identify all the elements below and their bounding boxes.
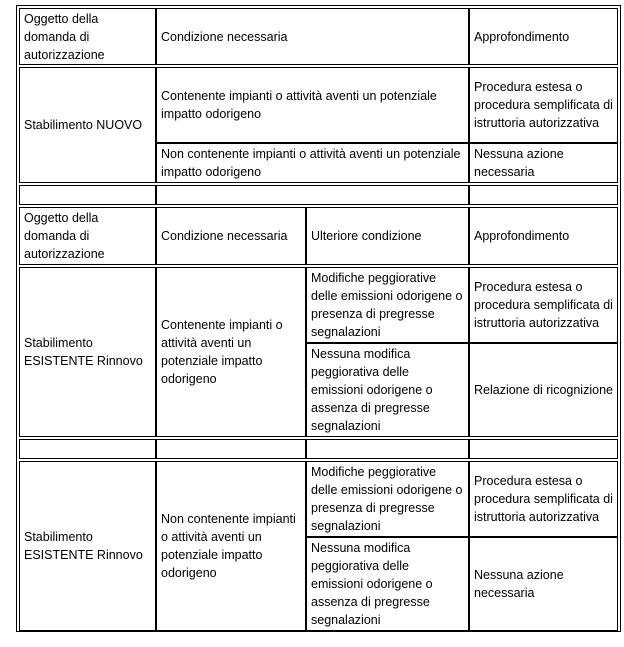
header-oggetto [19,8,156,65]
spacer-cell [19,185,156,205]
approfondimento-text: Procedura estesa o procedura semplificata di istruttoria autorizzativa [474,280,613,330]
ulteriore-cell [306,461,469,537]
header-approfondimento [469,8,618,65]
header-oggetto-text: Oggetto della domanda di autorizzazione [24,11,105,62]
approfondimento-cell [469,537,618,631]
condizione-cell [156,67,469,143]
header-approfondimento-text: Approfondimento [474,229,570,243]
ulteriore-text: Modifiche peggiorative delle emissioni odorigene o presenza di pregresse segnalazioni [311,271,463,339]
approfondimento-cell [469,461,618,537]
ulteriore-text: Nessuna modifica peggiorativa delle emissioni odorigene o assenza di pregresse segnalazioni [311,541,433,627]
condizione-cell [156,267,306,437]
ulteriore-text: Nessuna modifica peggiorativa delle emissioni odorigene o assenza di pregresse segnalazioni [311,347,433,433]
condizione-text: Contenente impianti o attività aventi un potenziale impatto odorigeno [161,89,437,121]
approfondimento-cell [469,343,618,437]
spacer-cell [156,185,469,205]
oggetto-cell [19,267,156,437]
header-oggetto [19,207,156,265]
ulteriore-cell [306,343,469,437]
condizione-text: Non contenente impianti o attività aventi un potenziale impatto odorigeno [161,147,461,179]
header-condizione [156,8,469,65]
header-condizione [156,207,306,265]
oggetto-cell [19,461,156,631]
ulteriore-text: Modifiche peggiorative delle emissioni odorigene o presenza di pregresse segnalazioni [311,465,463,533]
oggetto-text: Stabilimento ESISTENTE Rinnovo [24,336,143,368]
condizione-text: Contenente impianti o attività aventi un potenziale impatto odorigeno [161,318,283,386]
approfondimento-text: Relazione di ricognizione [474,383,613,397]
spacer-cell [469,439,618,459]
approfondimento-cell [469,143,618,183]
header-oggetto-text: Oggetto della domanda di autorizzazione [24,211,105,261]
oggetto-text: Stabilimento NUOVO [24,118,143,132]
spacer-cell [306,439,469,459]
oggetto-text: Stabilimento ESISTENTE Rinnovo [24,530,143,562]
header-approfondimento [469,207,618,265]
spacer-cell [19,439,156,459]
header-ulteriore [306,207,469,265]
approfondimento-text: Procedura estesa o procedura semplificata di istruttoria autorizzativa [474,474,613,524]
header-condizione-text: Condizione necessaria [161,229,288,243]
spacer-cell [156,439,306,459]
condizione-cell [156,461,306,631]
header-ulteriore-text: Ulteriore condizione [311,229,422,243]
oggetto-cell [19,67,156,183]
header-condizione-text: Condizione necessaria [161,29,288,44]
approfondimento-text: Nessuna azione necessaria [474,568,564,600]
approfondimento-text: Nessuna azione necessaria [474,147,564,179]
ulteriore-cell [306,267,469,343]
condizione-text: Non contenente impianti o attività aventi un potenziale impatto odorigeno [161,512,296,580]
spacer-cell [469,185,618,205]
ulteriore-cell [306,537,469,631]
condizione-cell [156,143,469,183]
approfondimento-cell [469,267,618,343]
approfondimento-cell [469,67,618,143]
approfondimento-text: Procedura estesa o procedura semplificata di istruttoria autorizzativa [474,80,613,130]
header-approfondimento-text: Approfondimento [474,29,570,44]
